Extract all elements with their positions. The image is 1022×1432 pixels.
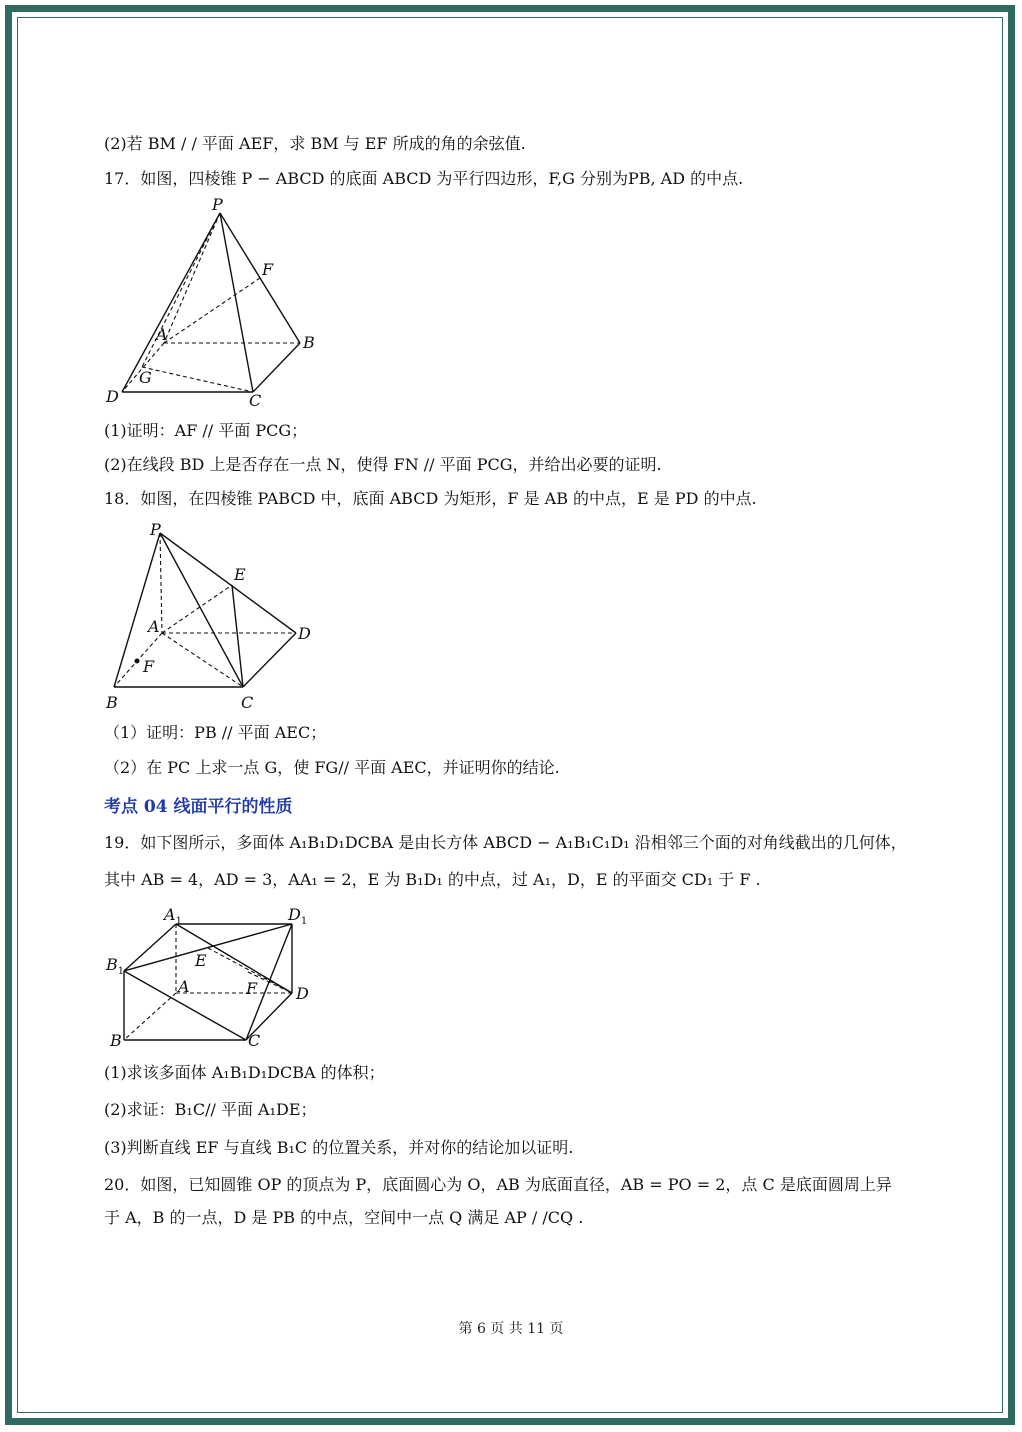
q20-stem-b: 于 A，B 的一点，D 是 PB 的中点，空间中一点 Q 满足 AP / /CQ . bbox=[104, 1208, 584, 1227]
q19-part2: (2)求证：B₁C// 平面 A₁DE； bbox=[104, 1100, 317, 1119]
label-B: B bbox=[110, 1031, 122, 1050]
q17-part2: (2)在线段 BD 上是否存在一点 N，使得 FN // 平面 PCG，并给出必要的证明. bbox=[104, 455, 662, 474]
section-heading-04: 考点 04 线面平行的性质 bbox=[104, 797, 293, 817]
label-B: B bbox=[106, 693, 118, 712]
label-D: D bbox=[298, 624, 311, 643]
label-A: A bbox=[148, 617, 160, 636]
label-G: G bbox=[139, 368, 152, 387]
q18-part2: （2）在 PC 上求一点 G，使 FG// 平面 AEC，并证明你的结论. bbox=[104, 758, 560, 777]
label-F: F bbox=[143, 657, 155, 676]
label-E: E bbox=[195, 951, 207, 970]
label-P: P bbox=[212, 195, 223, 214]
figure-q19-polyhedron bbox=[100, 900, 330, 1055]
label-B: B bbox=[303, 333, 315, 352]
q19-stem-a: 19．如下图所示，多面体 A₁B₁D₁DCBA 是由长方体 ABCD − A₁B₁C₁D₁ 沿相邻三个面的对角线截出的几何体， bbox=[104, 833, 907, 852]
label-D1: $D_1$ bbox=[288, 905, 308, 927]
q20-stem-a: 20．如图，已知圆锥 OP 的顶点为 P，底面圆心为 O，AB 为底面直径，AB = PO = 2，点 C 是底面圆周上异 bbox=[104, 1175, 892, 1194]
q18-stem: 18．如图，在四棱锥 PABCD 中，底面 ABCD 为矩形，F 是 AB 的中点，E 是 PD 的中点. bbox=[104, 489, 757, 508]
point-F bbox=[135, 659, 140, 664]
figure-q17-pyramid bbox=[100, 195, 340, 413]
q16-part2: (2)若 BM / / 平面 AEF，求 BM 与 EF 所成的角的余弦值. bbox=[104, 134, 526, 153]
label-E: E bbox=[234, 565, 246, 584]
label-D: D bbox=[296, 984, 309, 1003]
q17-stem: 17．如图，四棱锥 P − ABCD 的底面 ABCD 为平行四边形，F,G 分别为PB, AD 的中点. bbox=[104, 169, 744, 188]
label-F: F bbox=[246, 979, 258, 998]
label-A: A bbox=[156, 325, 168, 344]
q18-part1: （1）证明：PB // 平面 AEC； bbox=[104, 723, 327, 742]
label-B1: $B_1$ bbox=[106, 955, 125, 977]
q19-stem-b: 其中 AB = 4，AD = 3，AA₁ = 2，E 为 B₁D₁ 的中点，过 A₁，D，E 的平面交 CD₁ 于 F . bbox=[104, 870, 761, 889]
q17-part1: (1)证明：AF // 平面 PCG； bbox=[104, 421, 308, 440]
label-C: C bbox=[241, 693, 254, 712]
label-C: C bbox=[249, 391, 262, 410]
label-D: D bbox=[106, 387, 119, 406]
label-C: C bbox=[248, 1031, 261, 1050]
label-A1: $A_1$ bbox=[164, 905, 182, 927]
label-P: P bbox=[150, 520, 161, 539]
figure-q18-pyramid bbox=[100, 515, 320, 715]
label-F: F bbox=[262, 260, 274, 279]
page-footer: 第 6 页 共 11 页 bbox=[458, 1321, 564, 1337]
q19-part1: (1)求该多面体 A₁B₁D₁DCBA 的体积； bbox=[104, 1063, 385, 1082]
q19-part3: (3)判断直线 EF 与直线 B₁C 的位置关系，并对你的结论加以证明. bbox=[104, 1138, 574, 1157]
label-A: A bbox=[178, 977, 190, 996]
